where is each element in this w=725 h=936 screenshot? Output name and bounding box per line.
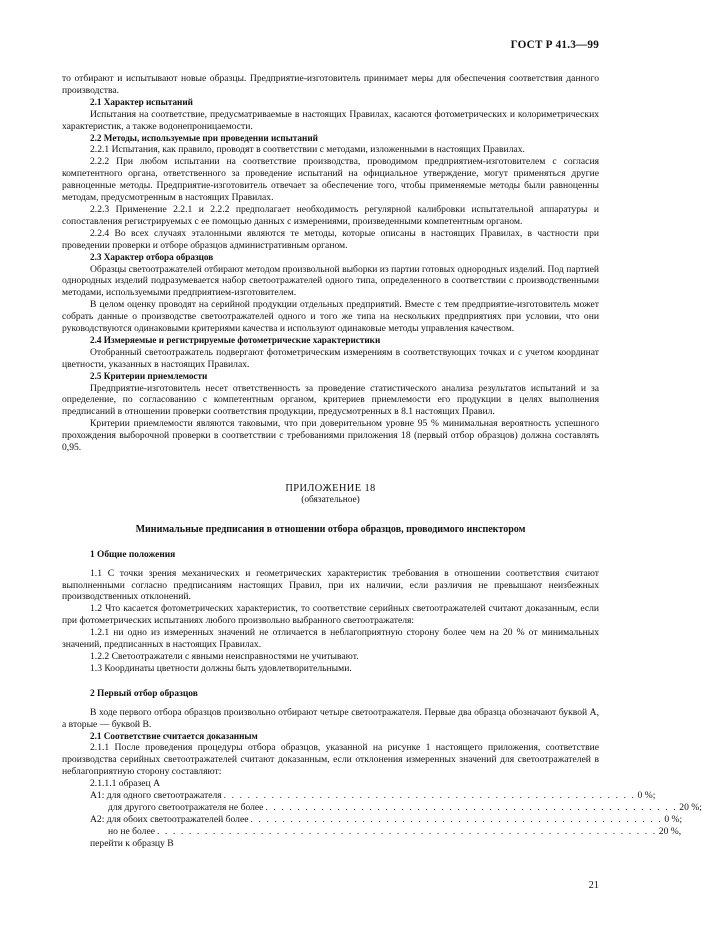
- section-1-heading: 1 Общие положения: [90, 549, 176, 560]
- deviation-value: 0 %;: [637, 790, 656, 802]
- deviation-row: [62, 813, 683, 826]
- deviation-row: [62, 801, 702, 814]
- paragraph-2-2-3: 2.2.3 Применение 2.2.1 и 2.2.2 предполагает необходимость регулярной калибровки испытательной аппаратуры и сопоставления регистрируемых с ее помощью данных с измерениями, произведенными компетентным органом.: [62, 203, 599, 227]
- paragraph-2-2-2: 2.2.2 При любом испытании на соответствие производства, проводимом предприятием-изготовителем с согласия компетентного органа, ответственного за проведение испытаний на официальное утверждение, могут применяться другие равноценные методы. Предприятие-изготовитель отвечает за обеспечение того, чтобы применяемые методы были равноценны методам, предусмотренным в настоящих Правилах.: [62, 156, 599, 204]
- deviation-label: для другого светоотражателя не более: [108, 801, 264, 813]
- deviation-value: 20 %;: [679, 801, 702, 813]
- deviation-label: но не более: [108, 825, 155, 837]
- deviation-row: [62, 790, 656, 802]
- document-body: [62, 73, 702, 850]
- paragraph-1-2-2: 1.2.2 Светоотражатели с явными неисправностями не учитывают.: [90, 650, 359, 662]
- paragraph-2-intro: В ходе первого отбора образцов произвольно отбирают четыре светоотражателя. Первые два образца обозначают буквой А, а вторые — буквой В.: [62, 706, 599, 730]
- paragraph-1-2: 1.2 Что касается фотометрических характеристик, то соответствие серийных светоотражателей считают доказанным, если при фотометрических испытаниях любого произвольно выбранного светоотражателя:: [62, 603, 599, 627]
- paragraph-2-1: Испытания на соответствие, предусматриваемые в настоящих Правилах, касаются фотометрических и колориметрических характеристик, а также водонепроницаемости.: [62, 108, 599, 132]
- paragraph-2-3-a: Образцы светоотражателей отбирают методом произвольной выборки из партии готовых однородных изделий. Под партией однородных изделий подразумевается набор светоотражателей одного типа, определенного в соответствии с производственными методами, используемыми предприятием-изготовителем.: [62, 263, 599, 299]
- section-2-heading: 2 Первый отбор образцов: [90, 688, 198, 699]
- paragraph-2-5-b: Критерии приемлемости являются таковыми, что при доверительном уровне 95 % минимальная вероятность успешного прохождения выборочной проверки в соответствии с требованиями приложения 18 (первый отбор образцов) должна составлять 0,95.: [62, 418, 599, 454]
- paragraph-continued: то отбирают и испытывают новые образцы. Предприятие-изготовитель принимает меры для обеспечения соответствия данного производства.: [62, 73, 599, 96]
- dot-leader: . . . . . . . . . . . . . . . . . . . . . . . . . . . . . . . . . . . . . . . . . . . . . . . . . . . .: [265, 801, 678, 813]
- deviation-row: [62, 825, 682, 838]
- deviation-list: [62, 790, 702, 838]
- paragraph-1-2-1: 1.2.1 ни одно из измеренных значений не отличается в неблагоприятную сторону более чем на 20 % от минимальных значений, предписанных в настоящих Правилах.: [62, 627, 599, 651]
- paragraph-2-4: Отобранный светоотражатель подвергают фотометрическим измерениям в соответствующих точках и с учетом координат цветности, указанных в настоящих Правилах.: [62, 346, 599, 370]
- heading-2-2: 2.2 Методы, используемые при проведении испытаний: [90, 132, 318, 143]
- dot-leader: . . . . . . . . . . . . . . . . . . . . . . . . . . . . . . . . . . . . . . . . . . . . . . . . . . . . . . . . . . . . . . .: [156, 825, 657, 837]
- appendix-subtitle: (обязательное): [301, 494, 360, 505]
- next-step-text: перейти к образцу В: [90, 837, 174, 849]
- deviation-label: А2: для обоих светоотражателей более: [90, 813, 249, 825]
- paragraph-1-3: 1.3 Координаты цветности должны быть удовлетворительными.: [90, 662, 352, 674]
- deviation-label: А1: для одного светоотражателя: [90, 790, 222, 802]
- deviation-value: 0 %;: [664, 813, 683, 825]
- paragraph-1-1: 1.1 С точки зрения механических и геометрических характеристик требования в отношении соответствия считают выполненными согласно предписаниям настоящих Правил, при их наличии, если различия не превышают неизбежных производственных отклонений.: [62, 567, 599, 603]
- dot-leader: . . . . . . . . . . . . . . . . . . . . . . . . . . . . . . . . . . . . . . . . . . . . . . . . . . . .: [250, 813, 663, 825]
- paragraph-app-2-1-1-1: 2.1.1.1 образец А: [90, 778, 161, 790]
- paragraph-2-5-a: Предприятие-изготовитель несет ответственность за проведение статистического анализа результатов испытаний и за определение, по согласованию с компетентным органом, критериев приемлемости его продукции в целях выполнения предписаний в отношении проверки соответствия продукции, предусмотренных в 8.1 настоящих Правил.: [62, 382, 599, 418]
- heading-2-4: 2.4 Измеряемые и регистрируемые фотометрические характеристики: [90, 334, 381, 345]
- dot-leader: . . . . . . . . . . . . . . . . . . . . . . . . . . . . . . . . . . . . . . . . . . . . . . . . . . . .: [223, 790, 636, 802]
- heading-2-3: 2.3 Характер отбора образцов: [90, 251, 214, 262]
- document-code: ГОСТ Р 41.3—99: [510, 39, 599, 51]
- page-number: 21: [588, 880, 599, 891]
- paragraph-2-2-1: 2.2.1 Испытания, как правило, проводят в соответствии с методами, изложенными в настоящих Правилах.: [90, 144, 525, 156]
- appendix-title: ПРИЛОЖЕНИЕ 18: [285, 483, 376, 494]
- paragraph-app-2-1-1: 2.1.1 После проведения процедуры отбора образцов, указанной на рисунке 1 настоящего приложения, соответствие производства серийных светоотражателей считают доказанным, если отклонения измеренных значений для светоотражателей в неблагоприятную сторону составляют:: [62, 742, 599, 778]
- heading-2-1: 2.1 Характер испытаний: [90, 96, 193, 107]
- heading-2-5: 2.5 Критерии приемлемости: [90, 370, 208, 381]
- paragraph-2-3-b: В целом оценку проводят на серийной продукции отдельных предприятий. Вместе с тем предприятие-изготовитель может собрать данные о производстве светоотражателей одного и того же типа на нескольких предприятиях при условии, что они руководствуются одинаковыми критериями качества и используют одинаковые методы управления качеством.: [62, 299, 599, 335]
- paragraph-2-2-4: 2.2.4 Во всех случаях эталонными являются те методы, которые описаны в настоящих Правилах, в частности при проведении проверки и отборе образцов административным органом.: [62, 227, 599, 251]
- appendix-heading: Минимальные предписания в отношении отбора образцов, проводимого инспектором: [135, 523, 526, 535]
- heading-app-2-1: 2.1 Соответствие считается доказанным: [90, 730, 258, 741]
- deviation-value: 20 %,: [658, 825, 682, 837]
